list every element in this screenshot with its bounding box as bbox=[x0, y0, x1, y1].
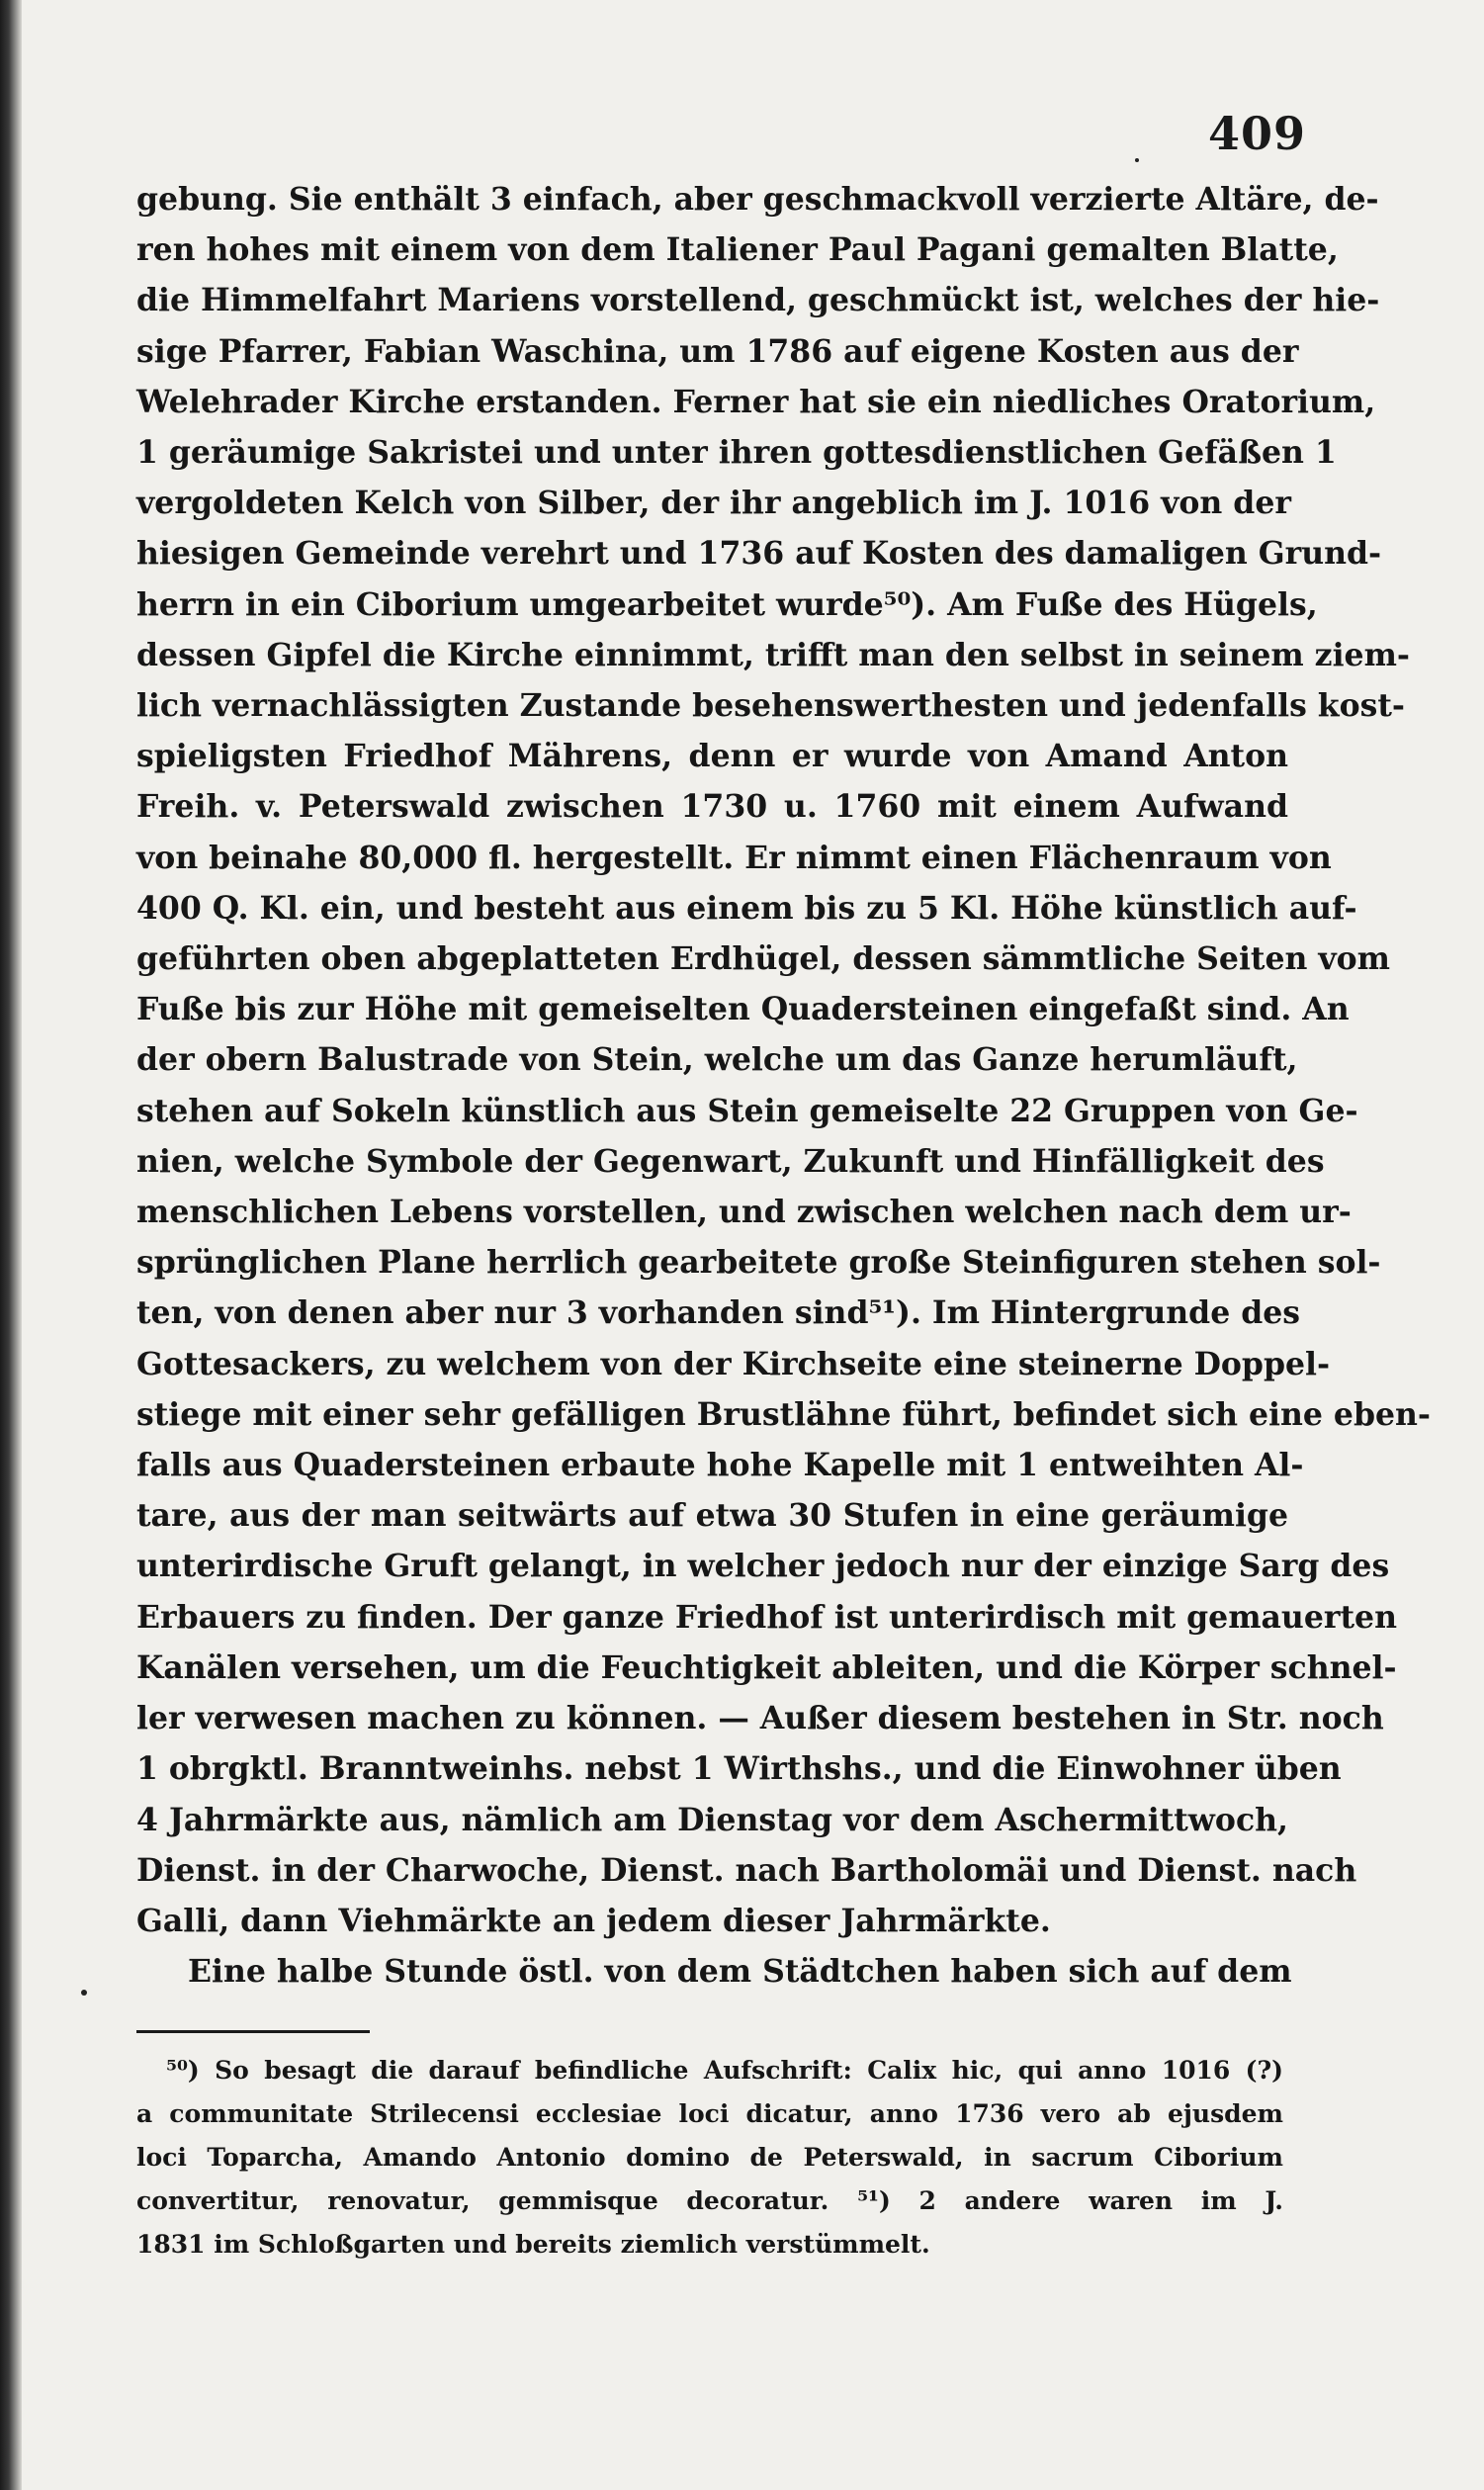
body-line: gebung. Sie enthält 3 einfach, aber geschmackvoll verzierte Altäre, de- bbox=[136, 181, 1379, 218]
body-line: geführten oben abgeplatteten Erdhügel, dessen sämmtliche Seiten vom bbox=[136, 940, 1391, 978]
body-line: die Himmelfahrt Mariens vorstellend, geschmückt ist, welches der hie- bbox=[136, 282, 1380, 319]
body-line: menschlichen Lebens vorstellen, und zwischen welchen nach dem ur- bbox=[136, 1194, 1352, 1231]
body-line: spieligsten Friedhof Mährens, denn er wurde von Amand Anton bbox=[136, 738, 1288, 775]
body-line: Gottesackers, zu welchem von der Kirchseite eine steinerne Doppel- bbox=[136, 1345, 1331, 1382]
footnotes bbox=[136, 2049, 1283, 2267]
footnote-line: ⁵⁰) So besagt die darauf befindliche Aufschrift: Calix hic, qui anno 1016 (?) bbox=[166, 2056, 1283, 2085]
body-line: 1 obrgktl. Branntweinhs. nebst 1 Wirthshs., und die Einwohner üben bbox=[136, 1750, 1342, 1788]
page-number: 409 bbox=[1207, 107, 1306, 160]
ink-speck bbox=[81, 1990, 87, 1996]
body-line: stehen auf Sokeln künstlich aus Stein gemeiselte 22 Gruppen von Ge- bbox=[136, 1092, 1358, 1129]
body-line: stiege mit einer sehr gefälligen Brustlähne führt, befindet sich eine eben- bbox=[136, 1395, 1431, 1433]
body-line: nien, welche Symbole der Gegenwart, Zukunft und Hinfälligkeit des bbox=[136, 1142, 1325, 1180]
body-line: tare, aus der man seitwärts auf etwa 30 Stufen in eine geräumige bbox=[136, 1497, 1288, 1535]
ink-speck bbox=[1135, 158, 1139, 162]
body-line: von beinahe 80,000 fl. hergestellt. Er nimmt einen Flächenraum von bbox=[136, 839, 1332, 876]
body-line: falls aus Quadersteinen erbaute hohe Kapelle mit 1 entweihten Al- bbox=[136, 1447, 1304, 1484]
body-line: unterirdische Gruft gelangt, in welcher jedoch nur der einzige Sarg des bbox=[136, 1548, 1390, 1585]
body-line: ren hohes mit einem von dem Italiener Paul Pagani gemalten Blatte, bbox=[136, 231, 1339, 269]
body-line: hiesigen Gemeinde verehrt und 1736 auf Kosten des damaligen Grund- bbox=[136, 535, 1382, 573]
body-line: Erbauers zu finden. Der ganze Friedhof ist unterirdisch mit gemauerten bbox=[136, 1598, 1397, 1636]
body-line: dessen Gipfel die Kirche einnimmt, trifft man den selbst in seinem ziem- bbox=[136, 636, 1410, 673]
body-line: ler verwesen machen zu können. — Außer diesem bestehen in Str. noch bbox=[136, 1700, 1384, 1737]
footnote-line: convertitur, renovatur, gemmisque decoratur. ⁵¹) 2 andere waren im J. bbox=[136, 2186, 1283, 2215]
page-gutter-shadow bbox=[0, 0, 22, 2490]
body-line: Eine halbe Stunde östl. von dem Städtchen haben sich auf dem bbox=[188, 1953, 1292, 1991]
body-line: Kanälen versehen, um die Feuchtigkeit ableiten, und die Körper schnel- bbox=[136, 1648, 1397, 1686]
body-line: 400 Q. Kl. ein, und besteht aus einem bis zu 5 Kl. Höhe künstlich auf- bbox=[136, 889, 1357, 927]
body-line: lich vernachlässigten Zustande besehenswerthesten und jedenfalls kost- bbox=[136, 687, 1405, 725]
body-line: der obern Balustrade von Stein, welche um das Ganze herumläuft, bbox=[136, 1041, 1298, 1079]
footnote-line: a communitate Strilecensi ecclesiae loci dicatur, anno 1736 vero ab ejusdem bbox=[136, 2099, 1283, 2128]
body-line: 4 Jahrmärkte aus, nämlich am Dienstag vor dem Aschermittwoch, bbox=[136, 1801, 1288, 1838]
body-line: Galli, dann Viehmärkte an jedem dieser Jahrmärkte. bbox=[136, 1902, 1051, 1939]
body-line: sprünglichen Plane herrlich gearbeitete große Steinfiguren stehen sol- bbox=[136, 1244, 1381, 1282]
body-line: sige Pfarrer, Fabian Waschina, um 1786 auf eigene Kosten aus der bbox=[136, 332, 1299, 370]
body-line: herrn in ein Ciborium umgearbeitet wurde⁵⁰). Am Fuße des Hügels, bbox=[136, 585, 1318, 623]
body-text bbox=[136, 174, 1431, 1997]
body-line: ten, von denen aber nur 3 vorhanden sind⁵¹). Im Hintergrunde des bbox=[136, 1294, 1301, 1332]
body-line: Dienst. in der Charwoche, Dienst. nach Bartholomäi und Dienst. nach bbox=[136, 1851, 1357, 1889]
footnote-divider bbox=[136, 2030, 370, 2033]
body-line: vergoldeten Kelch von Silber, der ihr angeblich im J. 1016 von der bbox=[136, 485, 1291, 522]
body-line: Fuße bis zur Höhe mit gemeiselten Quadersteinen eingefaßt sind. An bbox=[136, 991, 1350, 1028]
footnote-line: loci Toparcha, Amando Antonio domino de Peterswald, in sacrum Ciborium bbox=[136, 2143, 1283, 2172]
body-line: Freih. v. Peterswald zwischen 1730 u. 1760 mit einem Aufwand bbox=[136, 788, 1288, 826]
body-line: Welehrader Kirche erstanden. Ferner hat sie ein niedliches Oratorium, bbox=[136, 383, 1376, 420]
body-line: 1 geräumige Sakristei und unter ihren gottesdienstlichen Gefäßen 1 bbox=[136, 434, 1337, 472]
footnote-line: 1831 im Schloßgarten und bereits ziemlich verstümmelt. bbox=[136, 2230, 930, 2259]
